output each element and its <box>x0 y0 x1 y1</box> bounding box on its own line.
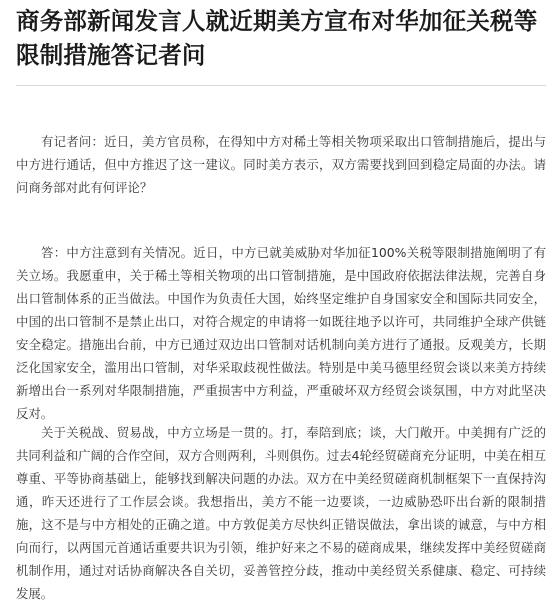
title-divider <box>16 85 546 86</box>
paragraph-tariff-position: 关于关税战、贸易战，中方立场是一贯的。打，奉陪到底；谈，大门敞开。中美拥有广泛的共同利益和广阔的合作空间，双方合则两利，斗则俱伤。过去4轮经贸磋商充分证明，中美在相互尊重、平等协商基础上，能够找到解决问题的办法。双方在中美经贸磋商机制框架下一直保持沟通，昨天还进行了工作层会谈。我想指出，美方不能一边要谈，一边威胁恐吓出台新的限制措施，这不是与中方相处的正确之道。中方敦促美方尽快纠正错误做法，拿出谈的诚意，与中方相向而行，以两国元首通话重要共识为引领，维护好来之不易的磋商成果，继续发挥中美经贸磋商机制作用，通过对话协商解决各自关切，妥善管控分歧，推动中美经贸关系健康、稳定、可持续发展。 <box>16 425 546 601</box>
paragraph-answer: 答：中方注意到有关情况。近日，中方已就美威胁对华加征100%关税等限制措施阐明了有关立场。我愿重申，关于稀土等相关物项的出口管制措施，是中国政府依据法律法规，完善自身出口管制体系的正当做法。中国作为负责任大国，始终坚定维护自身国家安全和国际共同安全，中国的出口管制不是禁止出口，对符合规定的申请将一如既往地予以许可，共同维护全球产供链安全稳定。措施出台前，中方已通过双边出口管制对话机制向美方进行了通报。反观美方，长期泛化国家安全，滥用出口管制，对华采取歧视性做法。特别是中美马德里经贸会谈以来美方持续新增出台一系列对华限制措施，严重损害中方利益，严重破坏双方经贸会谈氛围，中方对此坚决反对。 <box>16 245 546 421</box>
article-title: 商务部新闻发言人就近期美方宣布对华加征关税等限制措施答记者问 <box>16 7 538 69</box>
paragraph-question: 有记者问：近日，美方官员称，在得知中方对稀土等相关物项采取出口管制措施后，提出与中方进行通话，但中方推迟了这一建议。同时美方表示，双方需要找到回到稳定局面的办法。请问商务部对此有何评论？ <box>16 134 546 195</box>
